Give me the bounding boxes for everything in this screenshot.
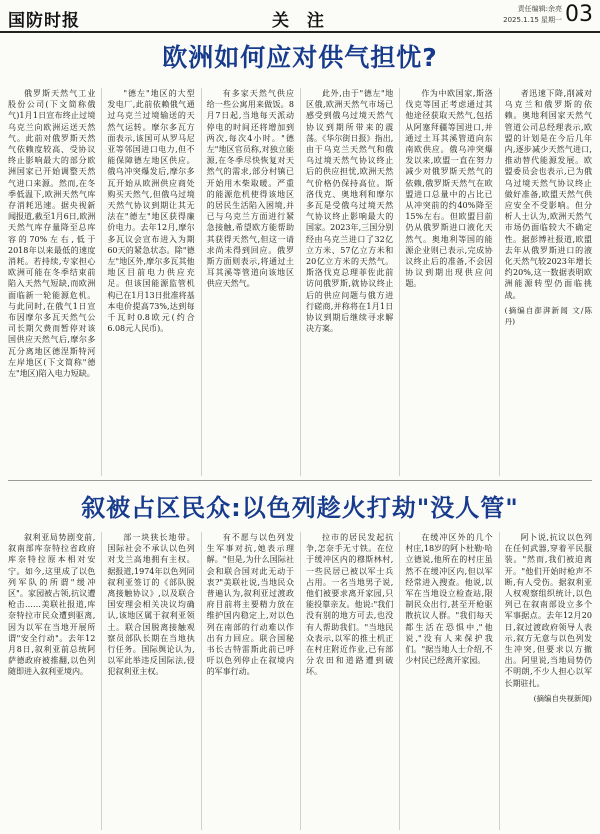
edition-meta — [482, 4, 562, 26]
issue-date: 2025.1.15 星期一 — [503, 16, 562, 24]
article2-column: 在缓冲区外的几个村庄,18岁的阿卜杜勒·哈立德说,他所在的村庄虽然不在缓冲区内,但以军经常进入搜查。他说,以军在当地设立检查站,限制民众出行,甚至开枪驱散抗议人群。"我们每天都生活在恐惧中,"他说,"没有人来保护我们。"据当地人士介绍,不少村民已经离开家园。 — [399, 532, 492, 830]
article1-column: 作为中欧国家,斯洛伐克等国正考虑通过其他途径获取天然气,包括从阿塞拜疆等国进口,并通过土耳其溪管道向东南欧供应。俄乌冲突爆发以来,欧盟一直在努力减少对俄罗斯天然气的依赖,俄罗斯天然气在欧盟进口总量中的占比已从冲突前的约40%降至15%左右。但欧盟目前仍从俄罗斯进口液化天然气。奥地利等国的能源企业则已表示,完成协议终止后的准备,不会因协议到期出现供应问题。 — [399, 88, 492, 476]
article1-column: 俄罗斯天然气工业股份公司(下文简称俄气)1月1日宣布终止过境乌克兰向欧洲运送天然气。此前对俄罗斯天然气依赖度较高、受协议终止影响最大的部分欧洲国家已开始调整天然气进口来源。然而,在冬季低温下,欧洲天然气库存消耗迅速。据央视新闻报道,截至1月6日,欧洲天然气库存量降至总库容的70%左右,低于2018年以来最低的速度消耗。若持续,专家担心欧洲可能在冬季结束前陷入天然气短缺,而欧洲面临新一轮能源危机。与此同时,在俄气1日宣布因摩尔多瓦天然气公司长期欠费而暂停对该国供应天然气后,摩尔多瓦分离地区德涅斯特河左岸地区(下文简称"德左"地区)陷入电力短缺。 — [8, 89, 96, 379]
article2-column: 叙利亚局势剧变前,叙南部库奈特拉省政府库奈特拉原本相对安宁。如今,这里成了以色列军队的所谓"缓冲区"。家园被占领,抗议遭枪击……美联社报道,库奈特拉市民众遭到驱离,因为以军在当地开展所谓"安全行动"。去年12月8日,叙利亚前总统阿萨德政府被推翻,以色列随即进入叙利亚境内。 — [8, 533, 96, 677]
newspaper-logo: 国防时报 — [8, 11, 80, 31]
article1-column: 者迅速下降,削减对乌克兰和俄罗斯的依赖。奥地利国家天然气管道公司总经理表示,欧盟的计划是在今后几年内,逐步减少天然气进口,推动替代能源发展。欧盟委员会也表示,已为俄乌过境天然气协议终止做好准备,欧盟天然气供应安全不受影响。但分析人士认为,欧洲天然气市场仍面临较大不确定性。据彭博社报道,欧盟去年从俄罗斯进口的液化天然气较2023年增长约20%,这一数据表明欧洲能源转型仍面临挑战。 (摘编自澎湃新闻 文/陈 丹) — [499, 88, 592, 476]
article2-column: 部一块狭长地带。国际社会不承认以色列对戈兰高地拥有主权。据报道,1974年以色列同叙利亚签订的《部队脱离接触协议》,以及联合国安理会相关决议均确认,该地区属于叙利亚领土。联合国脱离接触观察员部队长期在当地执行任务。国际舆论认为,以军此举违反国际法,侵犯叙利亚主权。 — [101, 532, 194, 830]
article2-column: 有不愿与以色列发生军事对抗,她表示理解。"但是,为什么国际社会和联合国对此无动于衷?"美联社说,当地民众普遍认为,叙利亚过渡政府目前将主要精力放在维护国内稳定上,对以色列在南部的行动难以作出有力回应。联合国秘书长古特雷斯此前已呼吁以色列停止在叙境内的军事行动。 — [201, 532, 294, 830]
article1-body — [8, 88, 592, 476]
article1-column: 有多家天然气供应给一些公寓用来做饭。8月7日起,当地每天派动停电的时间还将增加到两次,每次4小时。"德左"地区官员称,对独立能源,在冬季尽快恢复对天然气的需求,部分村镇已开始用木柴取暖。严重的能源危机使得该地区的居民生活陷入困境,并已与乌克兰方面进行紧急接触,希望欧方能帮助其获得天然气,但这一请求尚未得到回应。俄罗斯方面则表示,将通过土耳其溪等管道向该地区供应天然气。 — [201, 88, 294, 476]
masthead-rule — [0, 31, 600, 33]
article2-column: 拉市的居民发起抗争,怎奈手无寸铁。在位于缓冲区内的穆斯林村,一些民居已被以军士兵占用。一名当地男子说,他们被要求离开家园,只能投靠亲友。他说:"我们没有别的地方可去,也没有人帮助我们。"当地民众表示,以军的推土机正在村庄附近作业,已有部分农田和道路遭到破坏。 — [300, 532, 393, 830]
article1-headline: 欧洲如何应对供气担忧? — [162, 43, 438, 72]
masthead — [0, 0, 600, 34]
article1-column: 此外,由于"德左"地区俄,欧洲天然气市场已感受到俄乌过境天然气协议到期所带来的震荡。《华尔街日报》指出,由于乌克兰天然气和俄乌过境天然气协议终止后的供应担忧,欧洲天然气价格仍保持高位。斯洛伐克、奥地利和摩尔多瓦是受俄乌过境天然气协议终止影响最大的国家。2023年,三国分别经由乌克兰进口了32亿立方米、57亿立方米和20亿立方米的天然气。斯洛伐克总理菲佐此前访问俄罗斯,就协议终止后的供应问题与俄方进行磋商,并称将在1月1日协议到期后继续寻求解决方案。 — [300, 88, 393, 476]
article1-column: "德左"地区的大型发电厂,此前依赖俄气通过乌克兰过境输送的天然气运转。摩尔多瓦方面表示,该国可从罗马尼亚等邻国进口电力,但不能保障德左地区供应。俄乌冲突爆发后,摩尔多瓦开始从欧洲供应商处购买天然气,但俄乌过境天然气协议到期让其无法在"德左"地区获得廉价电力。去年12月,摩尔多瓦议会宣布进入为期60天的紧急状态。除"德左"地区外,摩尔多瓦其他地区目前电力供应充足。但该国能源监管机构已在1月13日批准将基本电价提高73%,达到每千瓦时0.8欧元(约合6.08元人民币)。 — [101, 88, 194, 476]
article-divider — [8, 480, 592, 481]
editor-credit: 责任编辑:余亮 — [517, 5, 562, 13]
article2-column: 阿卜说,抗议以色列在任何武器,穿着平民服装。"然而,我们被迫离开。"他们开始时枪声不断,有人受伤。据叙利亚人权观察组织统计,以色列已在叙南部设立多个军事据点。去年12月20日,叙过渡政府领导人表示,叙方无意与以色列发生冲突,但要求以方撤出。阿里说,当地局势仍不明朗,不少人担心以军长期驻扎。 (摘编自央视新闻) — [499, 532, 592, 830]
section-title: 关 注 — [272, 11, 330, 31]
article2-headline: 叙被占区民众:以色列趁火打劫"没人管" — [81, 494, 519, 522]
article1-byline: (摘编自澎湃新闻 文/陈 丹) — [504, 305, 592, 327]
page-number: 03 — [565, 2, 593, 27]
article2-body — [8, 532, 592, 830]
article2-byline: (摘编自央视新闻) — [533, 693, 592, 703]
